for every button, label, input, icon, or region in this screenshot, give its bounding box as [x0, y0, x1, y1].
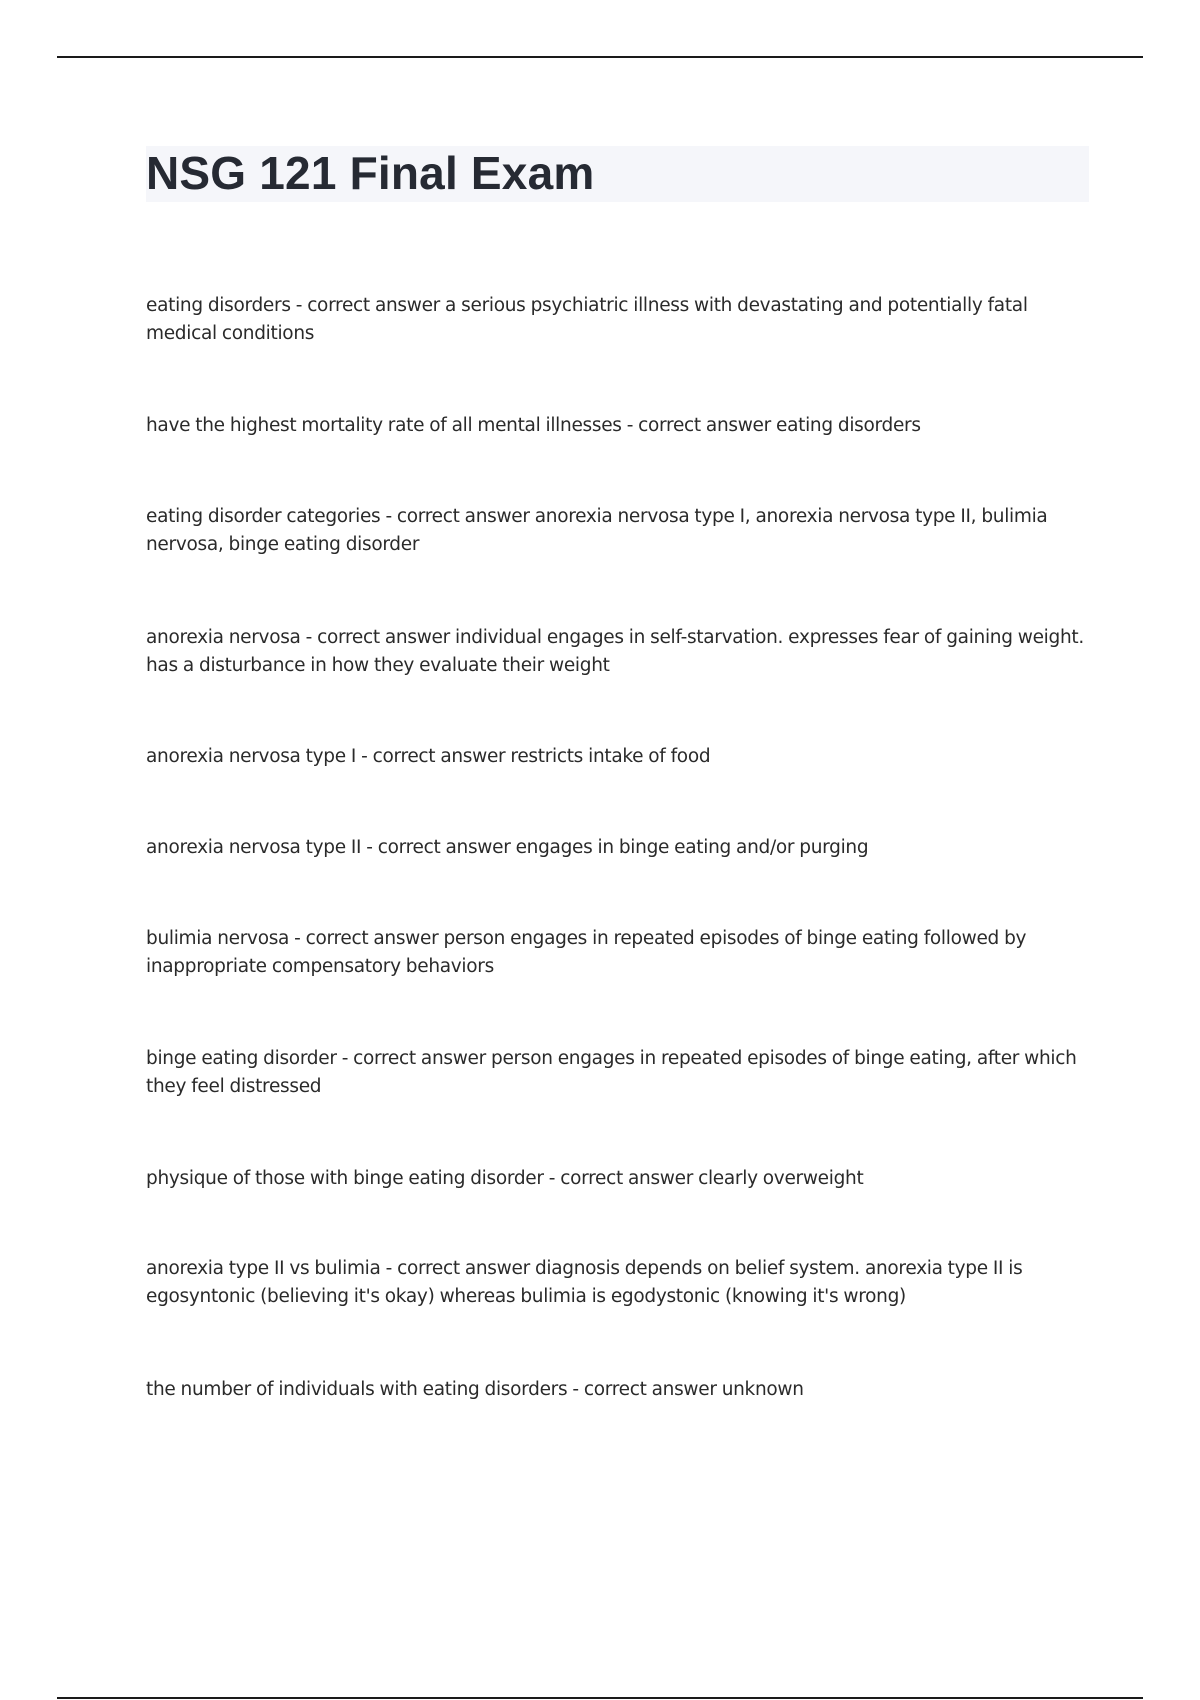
qa-entry-4: anorexia nervosa - correct answer individual engages in self-starvation. expresses fear of gaining weight. has a disturbance in how they evaluate their weight: [146, 627, 1084, 676]
qa-entry-6: anorexia nervosa type II - correct answer engages in binge eating and/or purging: [146, 837, 869, 858]
document-title: NSG 121 Final Exam: [146, 147, 595, 199]
qa-entry-5: anorexia nervosa type I - correct answer restricts intake of food: [146, 746, 711, 767]
qa-entry-11: the number of individuals with eating disorders - correct answer unknown: [146, 1379, 804, 1400]
top-divider: [57, 56, 1143, 58]
qa-entry-3: eating disorder categories - correct answer anorexia nervosa type I, anorexia nervosa type II, bulimia nervosa, binge eating disorder: [146, 506, 1048, 555]
qa-entry-8: binge eating disorder - correct answer person engages in repeated episodes of binge eating, after which they feel distressed: [146, 1048, 1077, 1097]
bottom-divider: [57, 1697, 1143, 1699]
qa-entry-9: physique of those with binge eating disorder - correct answer clearly overweight: [146, 1168, 864, 1189]
qa-entry-2: have the highest mortality rate of all mental illnesses - correct answer eating disorders: [146, 415, 921, 436]
qa-entry-10: anorexia type II vs bulimia - correct answer diagnosis depends on belief system. anorexia type II is egosyntonic (believing it's okay) whereas bulimia is egodystonic (knowing it's wrong): [146, 1258, 1023, 1307]
qa-entry-7: bulimia nervosa - correct answer person engages in repeated episodes of binge eating followed by inappropriate compensatory behaviors: [146, 928, 1027, 977]
qa-entry-1: eating disorders - correct answer a serious psychiatric illness with devastating and potentially fatal medical conditions: [146, 295, 1028, 344]
